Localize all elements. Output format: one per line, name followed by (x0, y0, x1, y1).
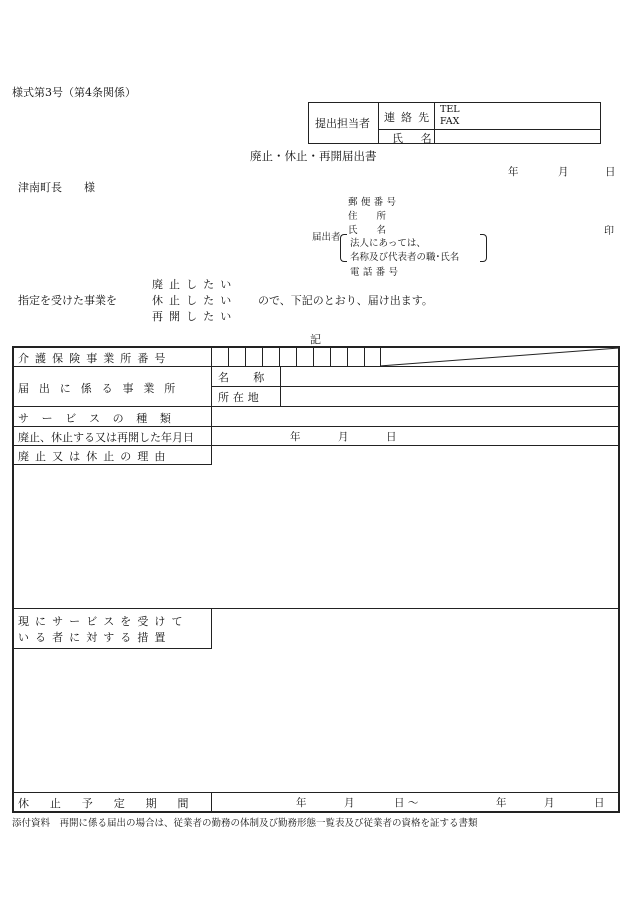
left-bracket (340, 234, 347, 262)
label-measure-2: いる者に対する措置 (18, 631, 172, 644)
tel-label: TEL (440, 104, 460, 115)
period-month-1: 月 (344, 797, 355, 809)
document-title: 廃止・休止・再開届出書 (250, 149, 377, 163)
label-reason: 廃止又は休止の理由 (18, 450, 172, 463)
phone-label: 電話番号 (350, 267, 402, 278)
fax-label: FAX (440, 116, 460, 127)
label-period: 休止予定期間 (18, 797, 210, 810)
change-date-day: 日 (386, 431, 397, 443)
notifier-label: 届出者 (312, 232, 341, 243)
label-measure-1: 現にサービスを受けて (18, 615, 189, 628)
contact-label: 連絡先 (384, 111, 436, 124)
period-day-1: 日 ～ (394, 797, 419, 809)
label-office-number: 介護保険事業所番号 (18, 352, 172, 365)
period-day-2: 日 (594, 797, 605, 809)
name-label: 氏 名 (392, 132, 435, 145)
ki-label: 記 (310, 333, 321, 346)
label-office-name: 名 称 (218, 371, 271, 384)
date-day: 日 (605, 166, 616, 178)
option-suspend: 休止したい (152, 294, 238, 307)
submitter-label: 提出担当者 (315, 117, 370, 130)
change-date-year: 年 (290, 431, 301, 443)
date-month: 月 (558, 166, 569, 178)
period-year-1: 年 (296, 797, 307, 809)
seal-mark: 印 (604, 226, 614, 237)
statement-prefix: 指定を受けた事業を (18, 294, 117, 307)
change-date-month: 月 (338, 431, 349, 443)
period-month-2: 月 (544, 797, 555, 809)
date-year: 年 (508, 166, 519, 178)
option-resume: 再開したい (152, 310, 238, 323)
attachment-note: 添付資料 再開に係る届出の場合は、従業者の勤務の体制及び勤務形態一覧表及び従業者の資格を証する書類 (12, 818, 478, 829)
corp-note-1: 法人にあっては、 (350, 238, 426, 249)
right-bracket (480, 234, 487, 262)
label-office: 届出に係る事業所 (18, 382, 186, 395)
corp-note-2: 名称及び代表者の職･氏名 (350, 252, 460, 263)
label-service-type: サービスの種類 (18, 412, 184, 425)
form-number: 様式第3号（第4条関係） (12, 86, 136, 99)
label-change-date: 廃止、休止する又は再開した年月日 (18, 431, 194, 444)
statement-suffix: ので、下記のとおり、届け出ます。 (258, 294, 433, 307)
blank-slash (380, 347, 619, 367)
address-label: 住 所 (348, 211, 387, 222)
option-abolish: 廃止したい (152, 278, 238, 291)
addressee: 津南町長 様 (18, 181, 95, 194)
notifier-name-label: 氏 名 (348, 225, 387, 236)
postal-code-label: 郵便番号 (348, 197, 400, 208)
period-year-2: 年 (496, 797, 507, 809)
label-office-location: 所在地 (218, 391, 263, 404)
